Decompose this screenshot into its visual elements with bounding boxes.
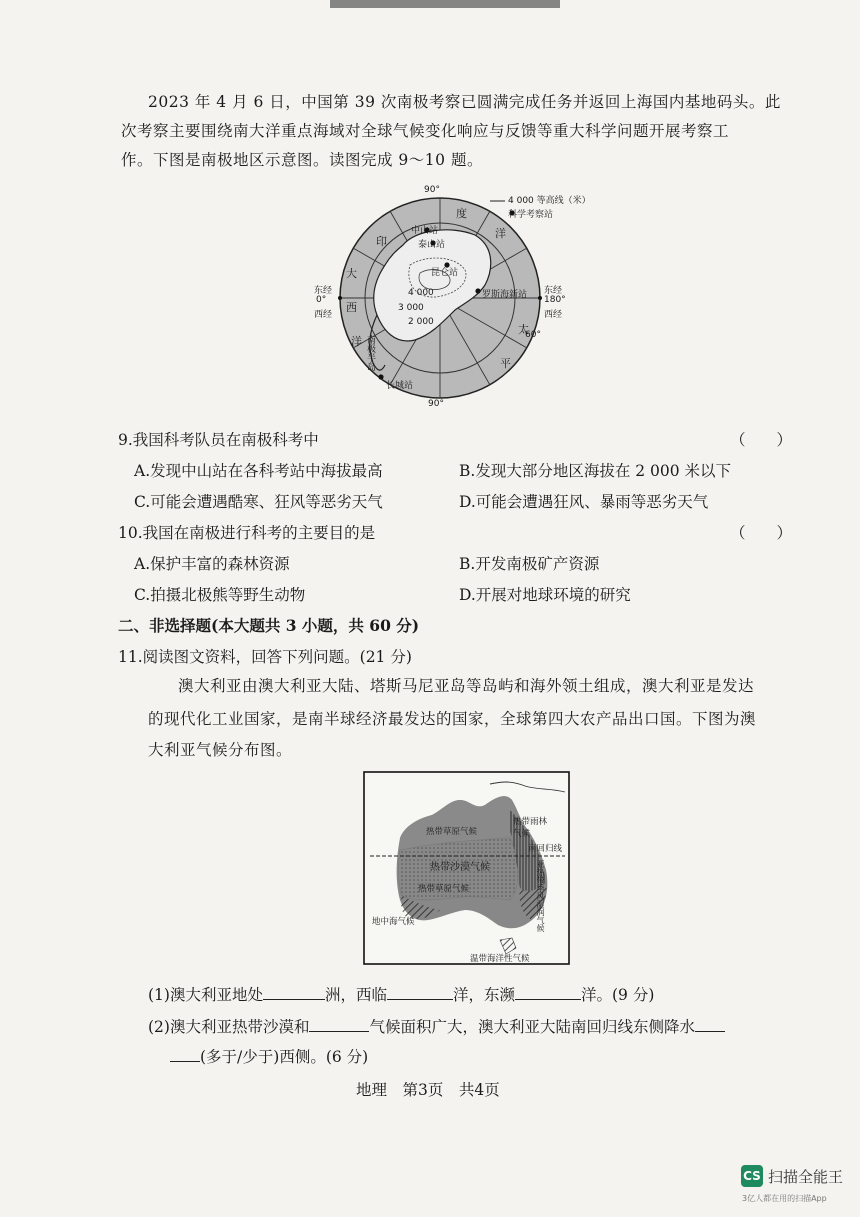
label-mediterranean: 地中海气候 (372, 917, 415, 927)
station-ross: 罗斯海新站 (482, 290, 528, 300)
label-rainforest-1: 热带雨林 (513, 817, 548, 827)
map-legend-contour: 4 000 等高线（米） (508, 196, 591, 206)
label-tropic-of-capricorn: 南回归线 (528, 844, 563, 854)
camscanner-name: 扫描全能王 (768, 1168, 844, 1186)
ocean-char-xi: 西 (346, 301, 357, 314)
q10-option-c: C.拍摄北极熊等野生动物 (134, 586, 306, 604)
map-label-east-0: 东经 (314, 286, 333, 296)
q10-answer-paren: （ ） (730, 524, 793, 542)
label-savanna-south: 热带草原气候 (418, 884, 470, 894)
ocean-char-du: 度 (456, 207, 467, 220)
camscanner-logo-icon: CS (741, 1165, 763, 1187)
q9-option-c: C.可能会遭遇酷寒、狂风等恶劣天气 (134, 493, 383, 511)
q11-paragraph-3: 大利亚气候分布图。 (148, 741, 293, 759)
q10-option-b: B.开发南极矿产资源 (459, 555, 600, 573)
station-zhongshan: 中山站 (411, 226, 439, 236)
q9-option-d: D.可能会遭遇狂风、暴雨等恶劣天气 (459, 493, 709, 511)
ocean-char-tai: 太 (518, 323, 529, 336)
sub-question-2: (2)澳大利亚热带沙漠和 气候面积广大，澳大利亚大陆南回归线东侧降水 (148, 1015, 725, 1037)
map-label-60-deg: 60° (525, 330, 541, 340)
blank-rainfall-1[interactable] (695, 1015, 725, 1032)
q9-option-b: B.发现大部分地区海拔在 2 000 米以下 (459, 462, 732, 480)
label-subtropical-monsoon: 亚热带季风湿润气候 (536, 860, 545, 932)
intro-line-1: 2023 年 4 月 6 日，中国第 39 次南极考察已圆满完成任务并返回上海国内基地码头。此 (148, 93, 781, 111)
q11-paragraph-2: 的现代化工业国家，是南半球经济最发达的国家，全球第四大农产品出口国。下图为澳 (148, 710, 757, 728)
label-tropical-desert: 热带沙漠气候 (430, 862, 490, 873)
map-label-bottom-90: 90° (428, 399, 444, 409)
map-label-0-deg: 0° (316, 295, 327, 305)
ocean-char-da: 大 (346, 267, 357, 280)
label-savanna-north: 热带草原气候 (426, 827, 478, 837)
station-taishan: 泰山站 (418, 240, 446, 250)
sub-question-2-cont: (多于/少于)西侧。(6 分) (170, 1045, 368, 1067)
intro-line-3: 作。下图是南极地区示意图。读图完成 9～10 题。 (121, 151, 483, 169)
q10-option-d: D.开展对地球环境的研究 (459, 586, 631, 604)
label-temperate-marine: 温带海洋性气候 (470, 954, 530, 964)
section-2-heading: 二、非选择题(本大题共 3 小题，共 60 分) (118, 616, 420, 635)
ocean-char-yin: 印 (376, 235, 387, 248)
contour-2000: 2 000 (408, 317, 434, 327)
map-label-top-90: 90° (424, 185, 440, 195)
blank-continent[interactable] (263, 983, 325, 1000)
q9-option-a: A.发现中山站在各科考站中海拔最高 (134, 462, 383, 480)
ocean-char-ping: 平 (500, 357, 511, 370)
q11-stem: 11.阅读图文资料，回答下列问题。(21 分) (118, 648, 412, 666)
blank-climate-type[interactable] (309, 1015, 369, 1032)
contour-3000: 3 000 (398, 303, 424, 313)
station-greatwall: 长城站 (386, 381, 414, 391)
map-legend-station: 科学考察站 (508, 210, 554, 220)
contour-4000: 4 000 (408, 288, 434, 298)
label-rainforest-2: 气候 (513, 829, 531, 839)
map-label-east-180: 东经 (544, 286, 563, 296)
blank-rainfall-2[interactable] (170, 1045, 200, 1062)
q10-option-a: A.保护丰富的森林资源 (134, 555, 290, 573)
q9-answer-paren: （ ） (730, 431, 793, 449)
ocean-char-yang-2: 洋 (495, 227, 506, 240)
map-label-180-deg: 180° (544, 295, 566, 305)
q11-paragraph-1: 澳大利亚由澳大利亚大陆、塔斯马尼亚岛等岛屿和海外领土组成，澳大利亚是发达 (178, 677, 755, 695)
q9-stem: 9.我国科考队员在南极科考中 (118, 431, 319, 449)
map-label-west-180: 西经 (544, 310, 563, 320)
q10-stem: 10.我国在南极进行科考的主要目的是 (118, 524, 376, 542)
ocean-char-yang: 洋 (351, 335, 362, 348)
map-label-west-0: 西经 (314, 310, 333, 320)
sub-question-1: (1)澳大利亚地处 洲，西临 洋，东濒 洋。(9 分) (148, 983, 654, 1005)
page-footer: 地理 第3页 共4页 (356, 1081, 500, 1099)
station-kunlun: 昆仑站 (431, 268, 459, 278)
blank-east-ocean[interactable] (515, 983, 581, 1000)
intro-line-2: 次考察主要围绕南大洋重点海域对全球气候变化响应与反馈等重大科学问题开展考察工 (121, 122, 730, 140)
camscanner-tagline: 3亿人都在用的扫描App (742, 1194, 827, 1203)
blank-west-ocean[interactable] (387, 983, 453, 1000)
label-peninsula: 南极半岛 (365, 335, 375, 371)
top-edge-artifact (330, 0, 560, 8)
